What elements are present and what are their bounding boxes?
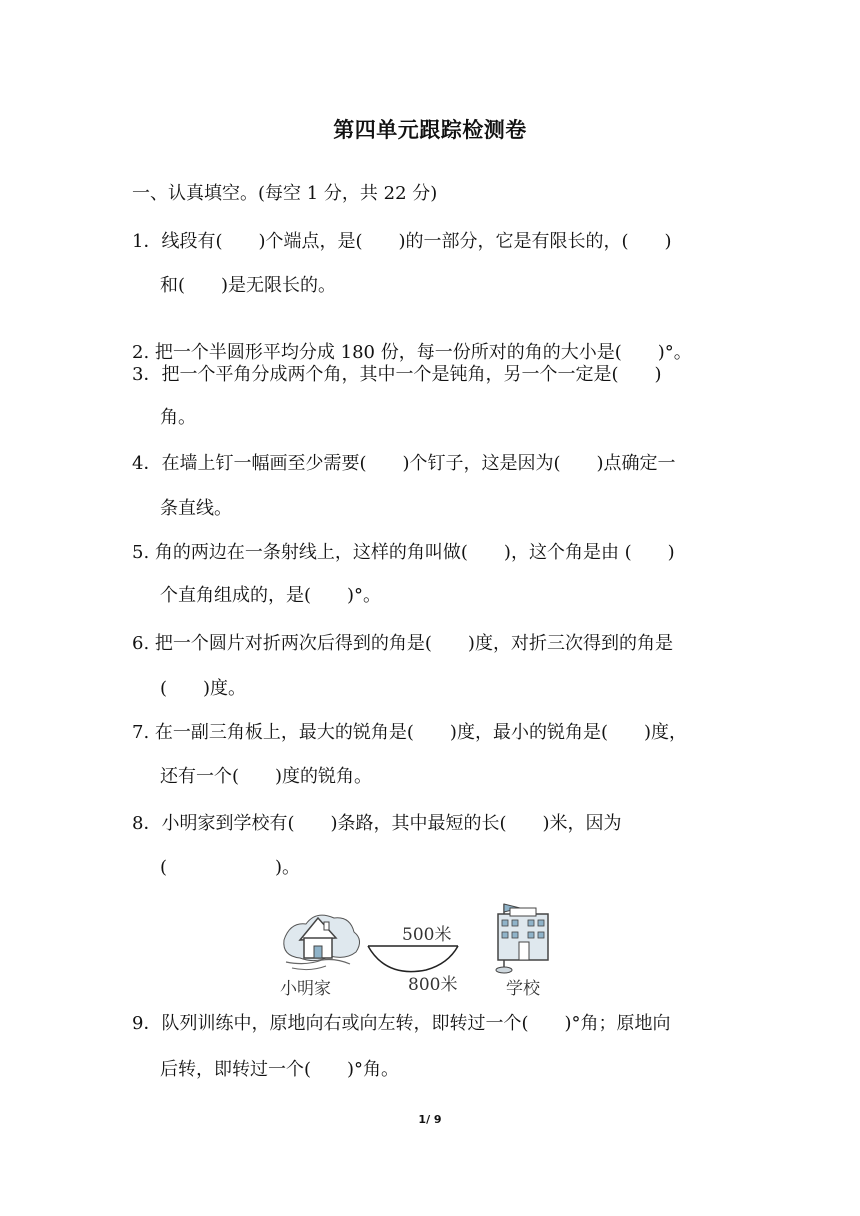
house-icon	[284, 915, 360, 970]
long-route-curve	[368, 946, 458, 972]
question-9-continued: 后转，即转过一个( )°角。	[160, 1059, 400, 1080]
page-title: 第四单元跟踪检测卷	[333, 118, 527, 142]
question-5-continued: 个直角组成的，是( )°。	[160, 585, 382, 606]
long-route-label: 800米	[408, 975, 458, 995]
school-label: 学校	[506, 979, 540, 999]
short-route-label: 500米	[402, 925, 452, 945]
question-3: 3．把一个平角分成两个角，其中一个是钝角，另一个一定是( )	[132, 364, 662, 385]
route-diagram	[276, 900, 576, 1004]
question-4: 4．在墙上钉一幅画至少需要( )个钉子，这是因为( )点确定一	[132, 453, 676, 474]
question-9: 9．队列训练中，原地向右或向左转，即转过一个( )°角；原地向	[132, 1013, 671, 1034]
home-label: 小明家	[280, 979, 331, 999]
school-icon	[496, 904, 548, 973]
question-4-continued: 条直线。	[160, 498, 232, 519]
question-7: 7. 在一副三角板上，最大的锐角是( )度，最小的锐角是( )度，	[132, 722, 687, 743]
question-8-continued: ( )。	[160, 857, 301, 878]
section-heading: 一、认真填空。(每空 1 分，共 22 分)	[132, 183, 438, 204]
question-3-continued: 角。	[160, 407, 196, 428]
question-7-continued: 还有一个( )度的锐角。	[160, 766, 373, 787]
question-6: 6. 把一个圆片对折两次后得到的角是( )度，对折三次得到的角是	[132, 633, 673, 654]
question-1: 1．线段有( )个端点，是( )的一部分，它是有限长的，( )	[132, 231, 672, 252]
question-2: 2. 把一个半圆形平均分成 180 份，每一份所对的角的大小是( )°。	[132, 342, 692, 363]
question-6-continued: ( )度。	[160, 678, 247, 699]
question-5: 5. 角的两边在一条射线上，这样的角叫做( )，这个角是由 ( )	[132, 542, 675, 563]
question-1-continued: 和( )是无限长的。	[160, 275, 337, 296]
question-8: 8．小明家到学校有( )条路，其中最短的长( )米，因为	[132, 813, 622, 834]
page-number: 1/ 9	[418, 1113, 442, 1126]
route-figure	[276, 900, 576, 1004]
